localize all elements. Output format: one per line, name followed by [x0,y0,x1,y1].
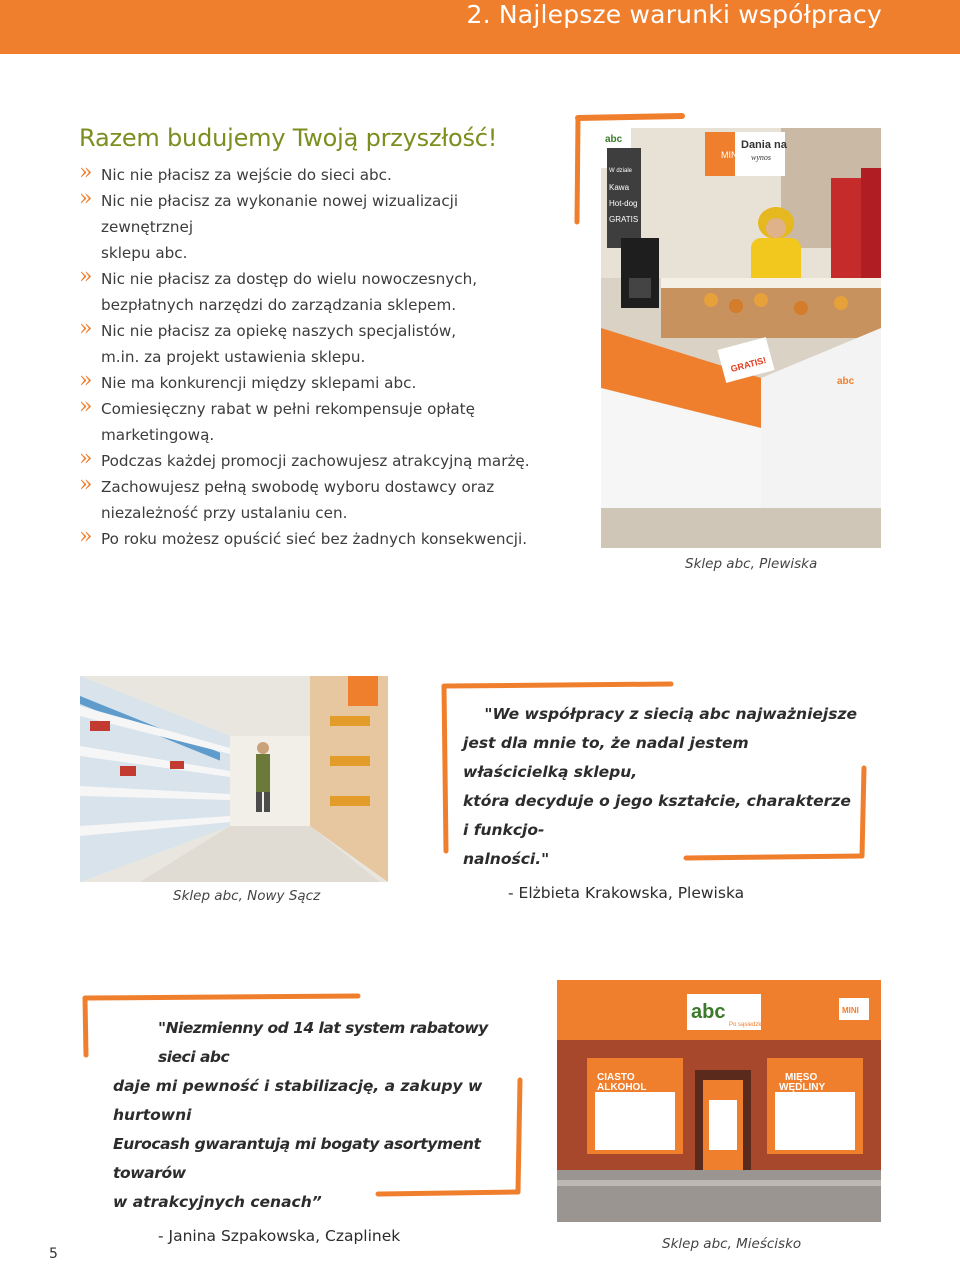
benefit-item [79,266,549,318]
benefits-list [79,162,549,552]
benefit-item [79,370,549,396]
bullet-icon: » [79,446,93,471]
quote-line: nalności." [463,850,550,868]
photo-caption: Sklep abc, Nowy Sącz [173,888,321,904]
window-line: WĘDLINY [779,1082,826,1093]
benefit-item [79,318,549,370]
benefit-item [79,188,549,266]
benefit-line: Podczas każdej promocji zachowujesz atrakcyjną marżę. [101,452,530,470]
slogan: Po sąsiedzku! [729,1022,767,1028]
chalk-line: Hot-dog [609,199,638,208]
benefit-line: Nic nie płacisz za wejście do sieci abc. [101,166,392,184]
testimonial-quote [113,1014,523,1245]
bullet-icon: » [79,472,93,497]
benefit-line: Po roku możesz opuścić sieć bez żadnych konsekwencji. [101,530,528,548]
quote-line: Eurocash gwarantują mi bogaty asortyment towarów [113,1135,481,1182]
benefit-line: bezpłatnych narzędzi do zarządzania sklepem. [101,296,457,314]
quote-line: daje mi pewność i stabilizację, a zakupy w hurtowni [113,1077,483,1124]
benefit-item [79,448,549,474]
bullet-icon: » [79,368,93,393]
store-photo-plewiska [601,128,881,548]
bullet-icon: » [79,186,93,211]
section-title: 2. Najlepsze warunki współpracy [466,0,882,29]
window-line: ALKOHOL [597,1082,647,1093]
bullet-icon: » [79,524,93,549]
bullet-icon: » [79,316,93,341]
window-line: MIĘSO [785,1072,818,1083]
page-number: 5 [49,1246,58,1262]
testimonial-quote [463,700,857,902]
page-headline: Razem budujemy Twoją przyszłość! [79,124,498,152]
quote-line: w atrakcyjnych cenach” [113,1193,322,1211]
chalk-line: W dziale [609,168,633,174]
benefit-item [79,162,549,188]
quote-author: - Janina Szpakowska, Czaplinek [158,1227,401,1245]
benefit-item [79,526,549,552]
benefit-line: m.in. za projekt ustawienia sklepu. [101,348,366,366]
benefit-line: Nic nie płacisz za wykonanie nowej wizualizacji zewnętrznej [101,192,459,236]
window-line: CIASTO [597,1072,635,1083]
bullet-icon: » [79,160,93,185]
benefit-item [79,474,549,526]
store-photo-miescisko [557,980,881,1222]
benefit-line: Comiesięczny rabat w pełni rekompensuje opłatę [101,400,475,418]
benefit-line: niezależność przy ustalaniu cen. [101,504,348,522]
mini-label: MINI [842,1006,859,1015]
logo-text: abc [837,376,855,387]
photo-caption: Sklep abc, Plewiska [685,556,818,572]
sign-top: Dania na [741,139,787,151]
quote-author: - Elżbieta Krakowska, Plewiska [508,884,745,902]
promo-badge: GRATIS! [729,354,768,375]
quote-line: "We współpracy z siecią abc najważniejsze [484,705,857,723]
bullet-icon: » [79,394,93,419]
benefit-line: marketingową. [101,426,215,444]
sign-bottom: wynos [751,153,771,162]
benefit-line: Zachowujesz pełną swobodę wyboru dostawcy oraz [101,478,495,496]
menu-label: MINI [721,150,740,160]
logo-text: abc [605,134,623,145]
benefit-line: sklepu abc. [101,244,188,262]
quote-line: która decyduje o jego kształcie, charakterze i funkcjo- [463,792,851,839]
bullet-icon: » [79,264,93,289]
benefit-line: Nic nie płacisz za opiekę naszych specjalistów, [101,322,457,340]
chalk-line: Kawa [609,183,630,192]
logo-text: abc [691,1001,726,1023]
header-bar [0,0,960,54]
quote-line: jest dla mnie to, że nadal jestem właścicielką sklepu, [463,734,749,781]
benefit-line: Nic nie płacisz za dostęp do wielu nowoczesnych, [101,270,478,288]
chalk-line: GRATIS [609,215,639,224]
quote-line: "Niezmienny od 14 lat system rabatowy sieci abc [158,1019,488,1066]
photo-caption: Sklep abc, Mieścisko [662,1236,802,1252]
benefit-line: Nie ma konkurencji między sklepami abc. [101,374,417,392]
benefit-item [79,396,549,448]
store-photo-nowy-sacz [80,676,388,882]
